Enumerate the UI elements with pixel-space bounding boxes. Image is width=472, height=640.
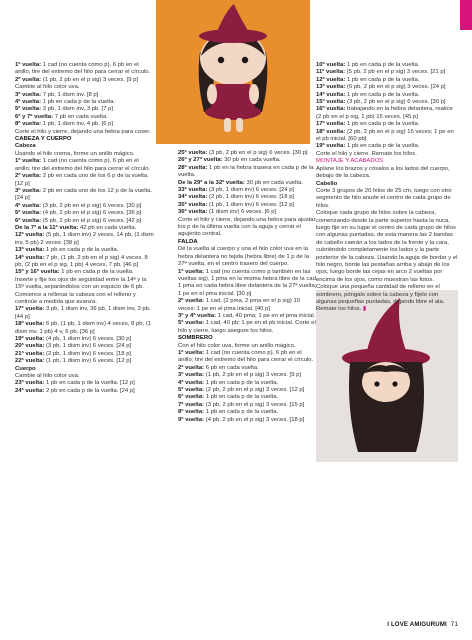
para-2-11: Dé la vuelta al cuerpo y una el hilo color uva en la hebra delantera no tejida (hebra libre) de 1 p de la 27ª vuelta, en el centro trasero del cuerpo.: [178, 246, 309, 268]
para-1-2: 2ª vuelta: (1 pb, 2 pb en el p sig) 3 veces. [9 p]: [15, 76, 139, 83]
para-1-19: De la 7ª a la 11ª vuelta: 42 pb en cada vuelta.: [15, 224, 137, 231]
heading-montaje: MONTAJE Y ACABADOS: [316, 158, 384, 165]
para-1-5: 4ª vuelta: 1 pb en cada p de la vuelta.: [15, 99, 116, 106]
subheading-cabello: Cabello: [316, 180, 338, 187]
para-1-28: 20ª vuelta: (3 pb, 1 dism inv) 6 veces. [24 p]: [15, 343, 132, 350]
para-2-9: Corte el hilo y cierre, dejando una hebra para ajustar los p de la última vuelta con la aguja y cerrar el agujerito central.: [178, 216, 316, 238]
para-2-7: 35ª vuelta: (1 pb, 1 dism inv) 6 veces. [12 p]: [178, 201, 295, 208]
para-2-3: 28ª vuelta: 1 pb en la hebra trasera en cada p de la vuelta.: [178, 164, 314, 179]
para-2-21: 4ª vuelta: 1 pb en cada p de la vuelta.: [178, 379, 279, 386]
para-2-17: Con el hilo color uva, forme un anillo mágico.: [178, 342, 296, 349]
para-3-5: 14ª vuelta: 1 pb en cada p de la vuelta.: [316, 91, 420, 98]
para-2-5: 33ª vuelta: (3 pb, 1 dism inv) 6 veces. [24 p]: [178, 187, 295, 194]
page-tab-marker: [460, 0, 472, 30]
para-1-22: 14ª vuelta: 7 pb, (1 pb, 2 pb en el p sig) 4 veces, 8 pb, (2 pb en el p sig, 1 pb) 4 veces, 7 pb. [46 p]: [15, 254, 148, 268]
para-2-1: 25ª vuelta: (3 pb, 2 pb en el p sig) 6 veces. [30 p]: [178, 150, 308, 156]
para-1-32: Cambie al hilo color uva.: [15, 373, 80, 380]
para-3-11: Corte el hilo y cierre. Remate los hilos.: [316, 150, 417, 157]
para-2-19: 2ª vuelta: 6 pb en cada vuelta.: [178, 364, 259, 371]
para-3-16: Coloque cada grupo de hilos sobre la cabeza, comenzando desde la parte superior hasta la nuca, luego fije en su lugar el centro de cada grupo de hilos con algunas puntadas, de esta manera las 2 bandas de cabello caerán a los lados de la frente y la cara, cubriéndolo completamente los lados y la parte posterior de la cabeza. Usando la aguja de bordar y el hilo negro, borde las pestañas arriba y abajo de los ojos, luego borde las cejas en arco 2 vueltas por encima de los ojos, como muestran las fotos.: [316, 210, 458, 283]
para-2-13: 2ª vuelta: 1 cad, (2 pma, 2 pma en el p sig) 10 veces; 1 pe en el pma inicial. [40 p]: [178, 298, 301, 312]
para-1-4: 3ª vuelta: 7 pb, 1 dism inv. [8 p]: [15, 91, 99, 98]
para-2-12: 1ª vuelta: 1 cad (no cuenta como p también en las vueltas sig), 1 pma en la misma hebra libre de la cad, 1 pma en cada hebra libre delantera de la 27ª vuelta; 1 pe en el pma inicial. [30 p]: [178, 268, 318, 297]
para-1-27: 19ª vuelta: (4 pb, 1 dism inv) 6 veces. [30 p]: [15, 336, 132, 343]
para-1-15: 3ª vuelta: 2 pb en cada uno de los 12 p de la vuelta. [24 p]: [15, 187, 153, 202]
subheading-cuerpo: Cuerpo: [15, 365, 36, 372]
footer-brand: I LOVE AMIGURUMI: [387, 622, 447, 628]
para-2-23: 6ª vuelta: 1 pb en cada p de la vuelta.: [178, 394, 279, 401]
para-1-14: 2ª vuelta: 2 pb en cada uno de los 6 p de la vuelta. [12 p]: [15, 173, 149, 187]
para-2-20: 3ª vuelta: (1 pb, 2 pb en el p sig) 3 veces. [9 p]: [178, 372, 302, 379]
para-1-30: 22ª vuelta: (1 pb, 1 dism inv) 6 veces. [12 p]: [15, 358, 132, 365]
page-footer: [387, 622, 458, 628]
para-1-21: 13ª vuelta: 1 pb en cada p de la vuelta.: [15, 247, 119, 254]
para-1-33: 23ª vuelta: 1 pb en cada p de la vuelta. [12 p]: [15, 380, 135, 387]
para-2-25: 8ª vuelta: 1 pb en cada p de la vuelta.: [178, 409, 279, 416]
para-1-13: 1ª vuelta: 1 cad (no cuenta como p), 6 pb en el anillo; tire del extremo del hilo para cerrar el círculo.: [15, 158, 151, 172]
para-1-3: Cambie al hilo color uva.: [15, 84, 80, 91]
para-1-8: 8ª vuelta: 1 pb, 1 dism inv, 4 pb. [6 p]: [15, 121, 114, 128]
para-2-8: 36ª vuelta: (1 dism inv) 6 veces. [6 p]: [178, 209, 277, 216]
para-3-9: 18ª vuelta: (2 pb, 2 pb en el p sig) 15 veces; 1 pe en el pb inicial. [60 pb]: [316, 128, 454, 143]
para-1-17: 5ª vuelta: (4 pb, 2 pb en el p sig) 6 veces. [36 p]: [15, 210, 142, 217]
para-2-24: 7ª vuelta: (3 pb, 2 pb en el p sig) 3 veces. [15 p]: [178, 401, 305, 408]
para-1-9: Corte el hilo y cierre, dejando una hebra para coser.: [15, 128, 151, 135]
para-3-1: 10ª vuelta: 1 pb en cada p de la vuelta.: [316, 62, 420, 68]
subheading-cabeza: Cabeza: [15, 143, 36, 150]
para-1-16: 4ª vuelta: (3 pb, 2 pb en el p sig) 6 veces. [30 p]: [15, 202, 142, 209]
para-1-18: 6ª vuelta: (5 pb, 2 pb en el p sig) 6 veces. [42 p]: [15, 217, 142, 224]
para-1-1: 1ª vuelta: 1 cad (no cuenta como p), 6 pb en el anillo; tire del extremo del hilo para cerrar el círculo.: [15, 62, 151, 76]
para-3-2: 11ª vuelta: (5 pb, 2 pb en el p sig) 3 veces. [21 p]: [316, 69, 446, 76]
para-3-13: Aplane los brazos y cósalos a los lados del cuerpo, debajo de la cabeza.: [316, 165, 450, 180]
para-2-15: 5ª vuelta: 1 cad, 40 pb; 1 pe en el pb inicial. Corte el hilo y cierre, luego asegure los hilos.: [178, 320, 316, 334]
witch-doll-illustration: [156, 0, 310, 144]
para-1-29: 21ª vuelta: (2 pb, 1 dism inv) 6 veces. [18 p]: [15, 350, 132, 357]
para-3-10: 19ª vuelta: 1 pb en cada p de la vuelta.: [316, 143, 420, 150]
heading-falda: FALDA: [178, 238, 198, 245]
para-1-26: 18ª vuelta: 6 pb, (1 pb, 1 dism inv) 4 veces, 8 pb, (1 dism inv, 1 pb) 4 v, 6 pb. [36 p]: [15, 321, 152, 335]
end-mark-icon: ▮: [362, 306, 367, 313]
para-1-34: 24ª vuelta: 2 pb en cada p de la vuelta. [24 p]: [15, 387, 135, 394]
para-3-17: Coloque una pequeña cantidad de relleno en el sombrero, póngalo sobre la cabeza y fíjelo con algunas pequeñas puntadas, dejando libre el ala. Remate los hilos. ▮: [316, 284, 445, 313]
witch-doll-illustration-2: [316, 290, 458, 462]
para-3-15: Corte 3 grupos de 20 hilos de 25 cm, luego con otro segmento de hilo anude el centro de cada grupo de hilos.: [316, 187, 452, 209]
para-1-7: 6ª y 7ª vuelta: 7 pb en cada vuelta.: [15, 113, 108, 120]
para-3-7: 16ª vuelta: trabajando en la hebra delantera, realice (2 pb en el p sig, 1 pb) 15 veces. [45 p]: [316, 106, 453, 120]
para-3-8: 17ª vuelta: 1 pb en cada p de la vuelta.: [316, 121, 420, 128]
para-2-14: 3ª y 4ª vuelta: 1 cad, 40 pma; 1 pe en el pma inicial.: [178, 312, 316, 319]
para-1-23: 15ª y 16ª vuelta: 1 pb en cada p de la vuelta.: [15, 269, 134, 276]
para-3-4: 13ª vuelta: (6 pb, 2 pb en el p sig) 3 veces. [24 p]: [316, 84, 446, 91]
para-2-18: 1ª vuelta: 1 cad (no cuenta como p), 6 pb en el anillo; tire del extremo del hilo para cerrar el círculo.: [178, 349, 314, 364]
photo-witch-orange: [156, 0, 310, 144]
para-3-3: 12ª vuelta: 1 pb en cada p de la vuelta.: [316, 76, 420, 83]
para-2-2: 26ª y 27ª vuelta: 30 pb en cada vuelta.: [178, 157, 281, 164]
para-2-22: 5ª vuelta: (2 pb, 2 pb en el p sig) 3 veces. [12 p]: [178, 387, 305, 393]
page-number: 71: [450, 622, 458, 628]
heading-cabeza-cuerpo: CABEZA Y CUERPO: [15, 136, 72, 143]
text-column-2: [178, 150, 318, 424]
para-3-6: 15ª vuelta: (3 pb, 2 pb en el p sig) 6 veces. [30 p]: [316, 99, 446, 106]
text-column-1: [15, 62, 155, 395]
para-2-4: De la 29ª a la 32ª vuelta: 30 pb en cada vuelta.: [178, 179, 303, 186]
text-column-3: [316, 62, 458, 314]
para-1-6: 5ª vuelta: 3 pb, 1 dism inv, 3 pb. [7 p]: [15, 106, 114, 113]
para-2-6: 34ª vuelta: (2 pb, 1 dism inv) 6 veces. [18 p]: [178, 194, 295, 201]
para-1-20: 12ª vuelta: (5 pb, 1 dism inv) 2 veces, 14 pb, (1 dism inv, 5 pb) 2 veces. [38 p]: [15, 232, 154, 246]
para-1-12: Usando el hilo crema, forme un anillo mágico.: [15, 150, 135, 157]
heading-sombrero: SOMBRERO: [178, 335, 213, 342]
para-1-25: 17ª vuelta: 3 pb, 1 dism inv, 36 pb, 1 dism inv, 3 pb. [44 p]: [15, 306, 151, 320]
photo-witch-light: [316, 290, 458, 462]
para-2-26: 9ª vuelta: (4 pb, 2 pb en el p sig) 3 veces. [18 p]: [178, 416, 305, 423]
para-1-24: Inserte y fije los ojos de seguridad entre la 14ª y la 15ª vuelta, separándolos con un espacio de 6 pb. Comience a rellenar la cabeza con el relleno y continúe a medida que avanza.: [15, 276, 147, 305]
